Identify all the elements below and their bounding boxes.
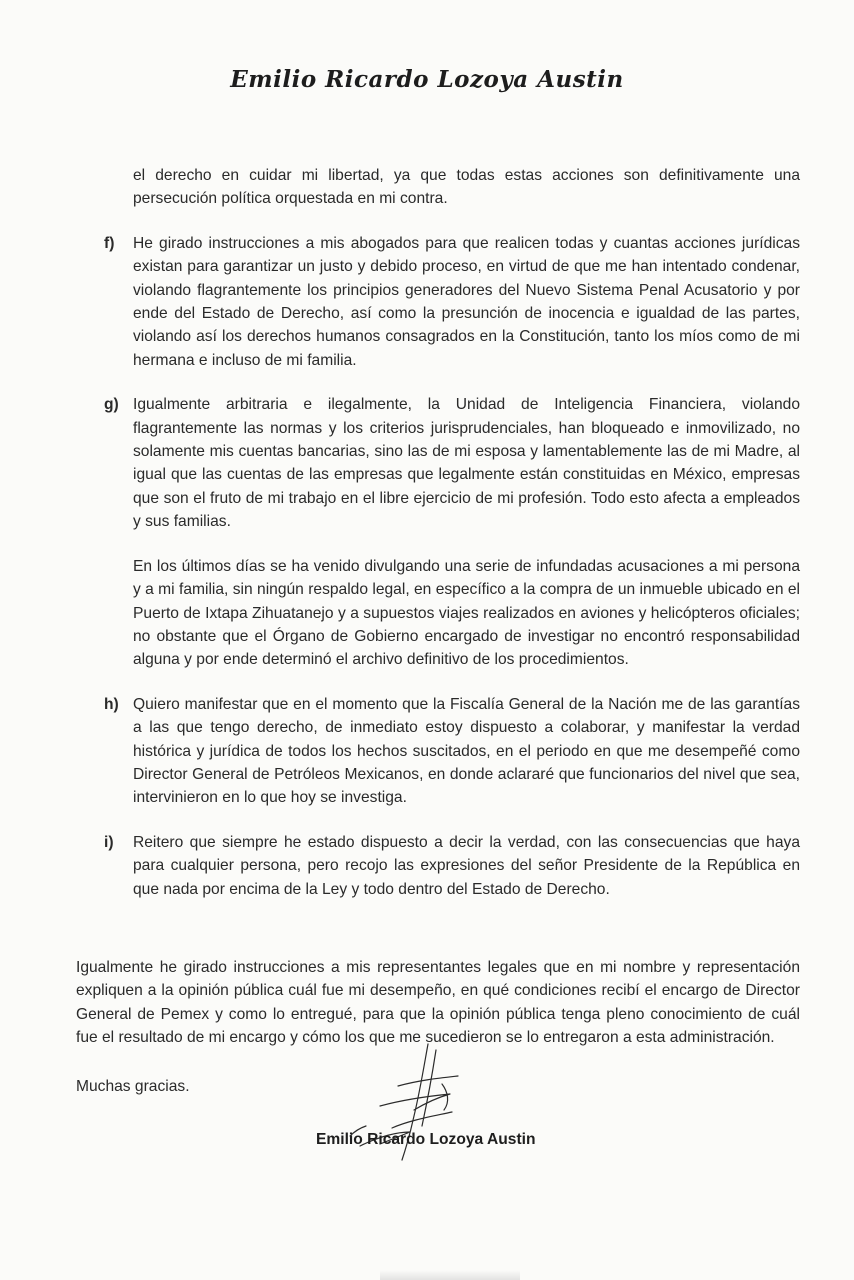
item-letter: f) [104,234,115,252]
scan-artifact [380,1270,520,1280]
item-g-subparagraph: En los últimos días se ha venido divulgando una serie de infundadas acusaciones a mi persona y a mi familia, sin ningún respaldo legal, en específico a la compra de un inmueble ubicado en el Puerto de Ixtapa Zihuatanejo y a supuestos viajes realizados en aviones y helicópteros oficiales; no obstante que el Órgano de Gobierno encargado de investigar no encontró responsabilidad alguna y por ende determinó el archivo definitivo de los procedimientos. [133,557,800,669]
item-text: He girado instrucciones a mis abogados para que realicen todas y cuantas acciones jurídicas existan para garantizar un justo y debido proceso, en virtud de que me han intentado condenar, violando flagrantemente los principios generadores del Nuevo Sistema Penal Acusatorio y por ende del Estado de Derecho, así como la presunción de inocencia e igualdad de las partes, violando así los derechos humanos consagrados en la Constitución, tanto los míos como de mi hermana e incluso de mi familia. [133,234,800,369]
item-letter: i) [104,833,114,851]
item-letter: h) [104,695,119,713]
list-item-h [76,693,800,810]
thanks-line: Muchas gracias. [76,1077,190,1095]
closing-paragraph: Igualmente he girado instrucciones a mis representantes legales que en mi nombre y representación expliquen a la opinión pública cuál fue mi desempeño, en qué condiciones recibí el encargo de Director General de Pemex y como lo entregué, para que la opinión pública tenga pleno conocimiento de cuál fue el resultado de mi encargo y cómo los que me sucedieron se lo entregaron a esta administración. [76,958,800,1047]
signature-name: Emilio Ricardo Lozoya Austin [316,1131,536,1148]
list-item-i [76,831,800,901]
list-item-g [76,393,800,533]
document-body [76,164,800,1098]
item-text: Reitero que siempre he estado dispuesto a decir la verdad, con las consecuencias que haya para cualquier persona, pero recojo las expresiones del señor Presidente de la República en que nada por encima de la Ley y todo dentro del Estado de Derecho. [133,833,800,898]
opening-continuation: el derecho en cuidar mi libertad, ya que todas estas acciones son definitivamente una persecución política orquestada en mi contra. [133,167,800,208]
list-item-f [76,232,800,372]
letterhead-title: Emilio Ricardo Lozoya Austin [230,66,624,93]
item-text: Igualmente arbitraria e ilegalmente, la Unidad de Inteligencia Financiera, violando flagrantemente las normas y los criterios jurisprudenciales, han bloqueado e inmovilizado, no solamente mis cuentas bancarias, sino las de mi esposa y lamentablemente las de mi Madre, al igual que las cuentas de las empresas que legalmente están constituidas en México, empresas que son el fruto de mi trabajo en el libre ejercicio de mi profesión. Todo esto afecta a empleados y sus familias. [133,396,800,531]
item-text: Quiero manifestar que en el momento que la Fiscalía General de la Nación me de las garantías a las que tengo derecho, de inmediato estoy dispuesto a colaborar, y manifestar la verdad histórica y jurídica de todos los hechos suscitados, en el periodo en que me desempeñé como Director General de Petróleos Mexicanos, en donde aclararé que funcionarios del nivel que sea, intervinieron en lo que hoy se investiga. [133,695,800,807]
item-letter: g) [104,396,119,414]
